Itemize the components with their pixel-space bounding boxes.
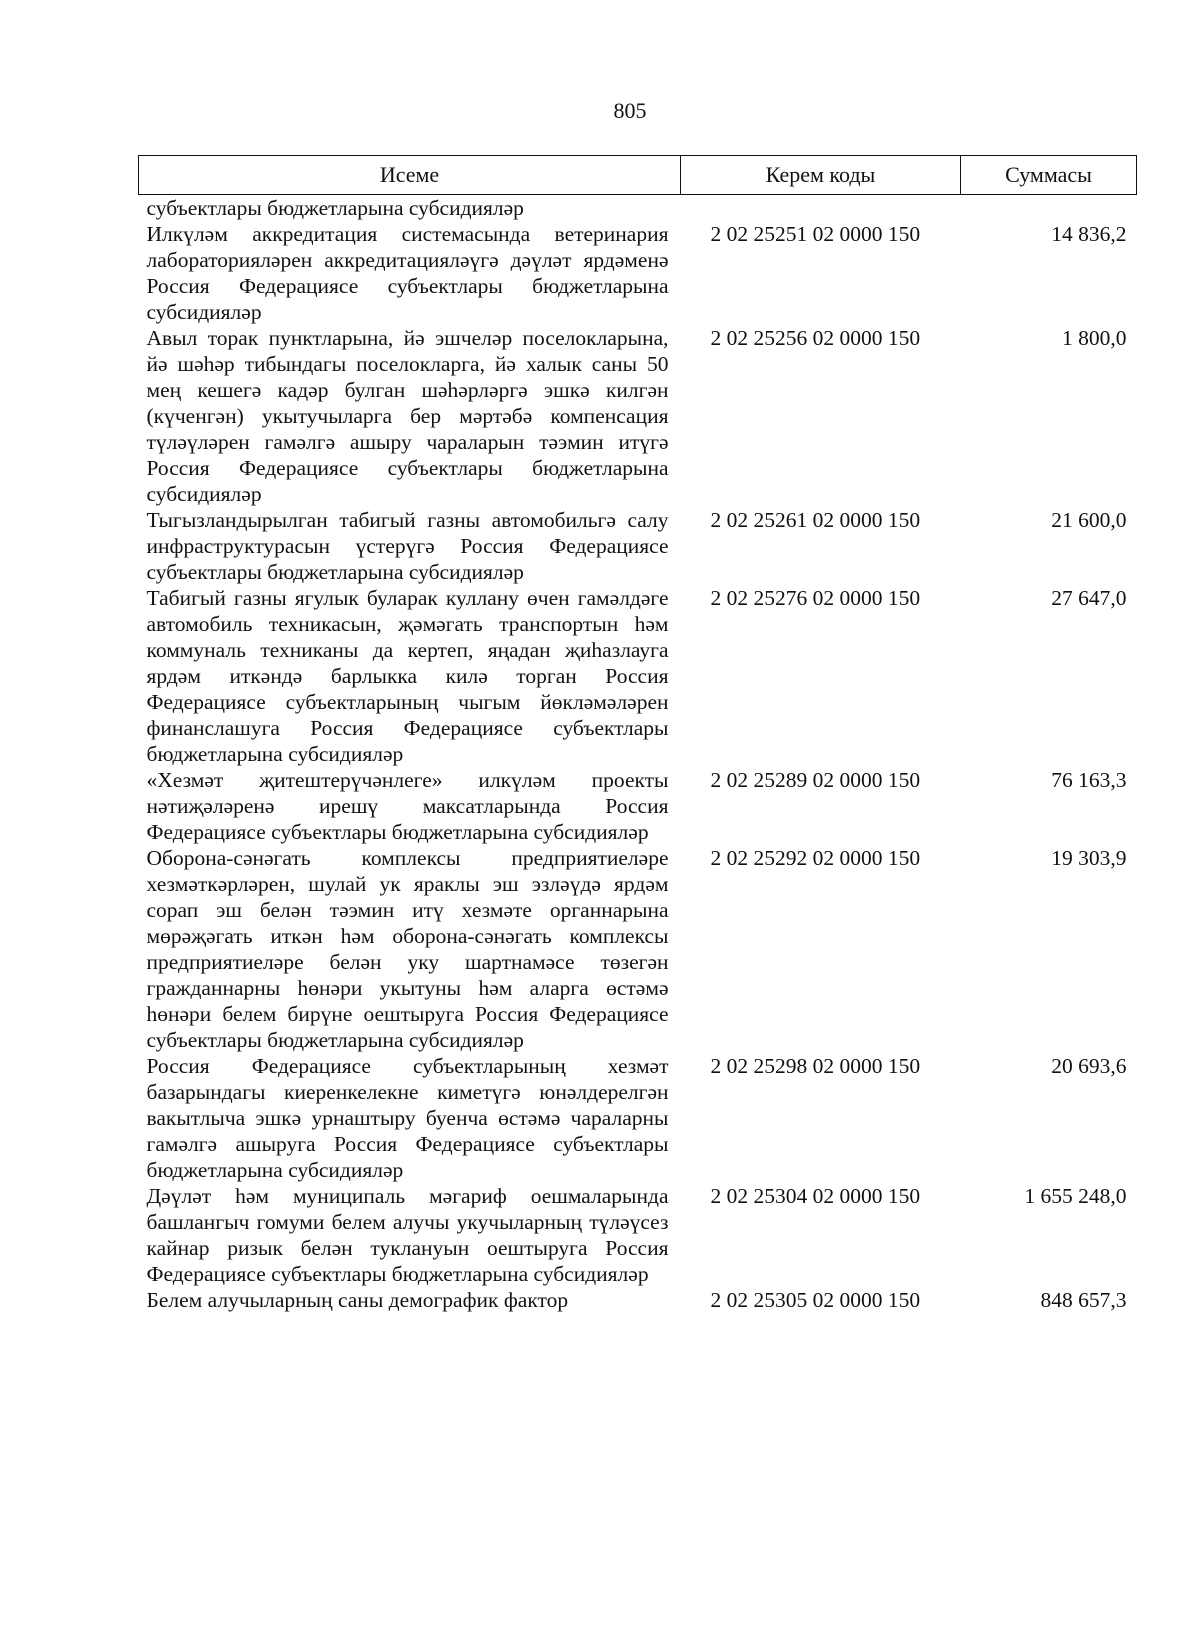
row-name: Табигый газны ягулык буларак куллану өчен гамәлдәге автомобиль техникасын, җәмәгать транспортын һәм коммуналь техниканы да кертеп, яңадан җиһазлауга ярдәм иткәндә барлыкка килә торган Россия Федерациясе субъектларының чыгым йөкләмәләрен финанслашуга Россия Федерациясе субъектлары бюджетларына субсидияләр xyxy=(146,586,669,766)
row-code: 2 02 25298 02 0000 150 xyxy=(710,1054,921,1078)
row-code: 2 02 25292 02 0000 150 xyxy=(710,846,921,870)
row-name: Авыл торак пунктларына, йә эшчеләр поселокларына, йә шәһәр тибындагы поселокларга, йә халык саны 50 мең кешегә кадәр булган шәһәрләргә эшкә килгән (күченгән) укытучыларга бер мәртәбә компенсация түләүләрен гамәлгә ашыру чараларын тәэмин итүгә Россия Федерациясе субъектлары бюджетларына субсидияләр xyxy=(146,326,669,506)
table-row xyxy=(139,325,1137,507)
table-row xyxy=(139,507,1137,585)
row-name: Дәүләт һәм муниципаль мәгариф оешмаларында башлангыч гомуми белем алучы укучыларның түләүсез кайнар ризык белән туклануын оештыруга Россия Федерациясе субъектлары бюджетларына субсидияләр xyxy=(146,1184,669,1286)
table-row xyxy=(139,1287,1137,1313)
row-code: 2 02 25305 02 0000 150 xyxy=(710,1288,921,1312)
row-code: 2 02 25289 02 0000 150 xyxy=(710,768,921,792)
row-name: Илкүләм аккредитация системасында ветеринария лабораторияләрен аккредитацияләүгә дәүләт ярдәменә Россия Федерациясе субъектлары бюджетларына субсидияләр xyxy=(146,222,669,324)
row-code: 2 02 25261 02 0000 150 xyxy=(710,508,921,532)
header-code: Керем коды xyxy=(681,156,961,195)
row-sum: 1 655 248,0 xyxy=(1024,1184,1127,1208)
row-sum: 76 163,3 xyxy=(1051,768,1127,792)
table-row xyxy=(139,221,1137,325)
row-sum xyxy=(961,195,1137,222)
row-name: Белем алучыларның саны демографик фактор xyxy=(146,1288,569,1312)
row-sum: 21 600,0 xyxy=(1051,508,1127,532)
row-sum: 848 657,3 xyxy=(1040,1288,1127,1312)
row-name: Оборона-сәнәгать комплексы предприятиеләре хезмәткәрләрен, шулай ук яраклы эш эзләүдә ярдәм сорап эш белән тәэмин итү хезмәте органнарына мөрәҗәгать иткән һәм оборона-сәнәгать комплексы предприятиеләре белән уку шартнамәсе төзегән гражданнарны һөнәри укытуны һәм аларга өстәмә һөнәри белем бирүне оештыруга Россия Федерациясе субъектлары бюджетларына субсидияләр xyxy=(146,846,669,1052)
table-row xyxy=(139,1053,1137,1183)
row-sum: 19 303,9 xyxy=(1051,846,1127,870)
table-row xyxy=(139,195,1137,222)
table-row xyxy=(139,1183,1137,1287)
row-sum: 14 836,2 xyxy=(1051,222,1127,246)
row-code: 2 02 25256 02 0000 150 xyxy=(710,326,921,350)
row-code: 2 02 25304 02 0000 150 xyxy=(710,1184,921,1208)
row-sum: 20 693,6 xyxy=(1051,1054,1127,1078)
table-header xyxy=(139,156,1137,195)
row-code: 2 02 25276 02 0000 150 xyxy=(710,586,921,610)
row-name: «Хезмәт җитештерүчәнлеге» илкүләм проекты нәтиҗәләренә ирешү максатларында Россия Федерациясе субъектлары бюджетларына субсидияләр xyxy=(146,768,669,844)
row-code: 2 02 25251 02 0000 150 xyxy=(710,222,921,246)
row-name: субъектлары бюджетларына субсидияләр xyxy=(146,196,524,220)
row-sum: 1 800,0 xyxy=(1062,326,1127,350)
table-row xyxy=(139,767,1137,845)
row-code xyxy=(681,195,961,222)
row-name: Тыгызландырылган табигый газны автомобильгә салу инфраструктурасын үстерүгә Россия Федерациясе субъектлары бюджетларына субсидияләр xyxy=(146,508,669,584)
row-sum: 27 647,0 xyxy=(1051,586,1127,610)
page-number: 805 xyxy=(613,98,647,123)
row-name: Россия Федерациясе субъектларының хезмәт базарындагы киеренкелекне киметүгә юнәлдерелгән вакытлыча эшкә урнаштыру буенча өстәмә чараларны гамәлгә ашыруга Россия Федерациясе субъектлары бюджетларына субсидияләр xyxy=(146,1054,669,1182)
table-row xyxy=(139,845,1137,1053)
header-name: Исеме xyxy=(139,156,681,195)
budget-table xyxy=(138,155,1137,1313)
header-sum: Суммасы xyxy=(961,156,1137,195)
table-row xyxy=(139,585,1137,767)
